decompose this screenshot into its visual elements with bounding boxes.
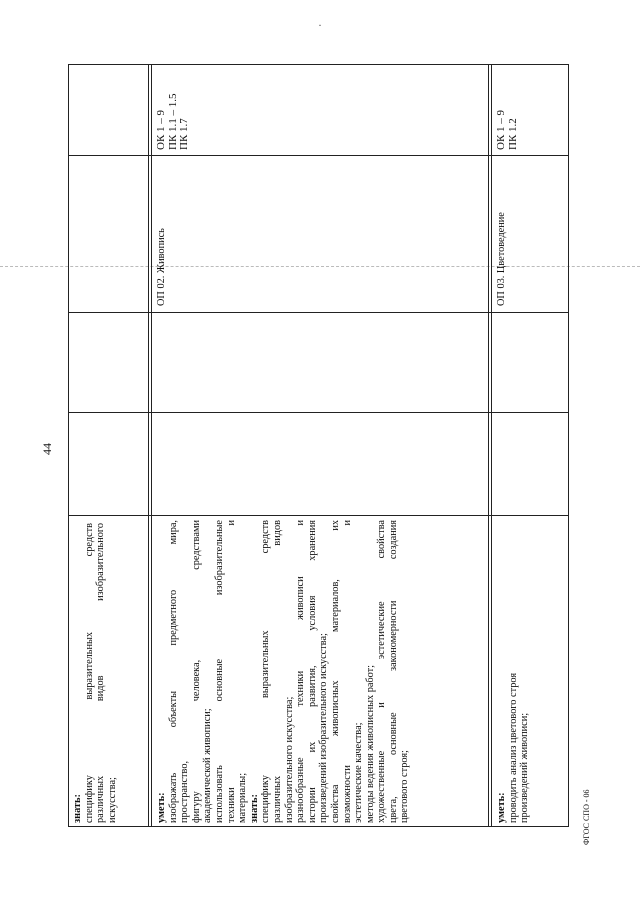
text-line: знать:: [72, 794, 83, 823]
row3-competencies: [496, 65, 519, 150]
text-line: знать:: [248, 794, 260, 823]
text-line: истории их развития, условия хранения: [306, 520, 318, 823]
text-line: разнообразные техники живописи и: [295, 520, 307, 823]
competency-item: ОК 1 – 9: [495, 109, 507, 150]
text-line: цвета, основные закономерности создания: [387, 520, 399, 823]
table-border-right: [568, 64, 569, 827]
text-line: произведений изобразительного искусства;: [318, 633, 330, 823]
text-line: искусства;: [106, 777, 118, 823]
text-line: фигуру человека, средствами: [190, 520, 202, 823]
row2-text: [156, 520, 411, 823]
text-line: техники и: [225, 520, 237, 823]
row1-text: [72, 523, 118, 823]
text-line: различных видов изобразительного: [95, 523, 107, 823]
text-line: произведений живописи;: [519, 712, 531, 823]
row3-discipline: ОП 03. Цветоведение: [496, 212, 507, 306]
table-divider-2: [68, 312, 569, 313]
table-border-bottom: [68, 826, 569, 827]
row2-competencies: [156, 65, 191, 150]
row-divider-1: [148, 64, 149, 827]
row2-discipline: ОП 02. Живопись: [156, 228, 167, 306]
row-divider-3: [488, 64, 489, 827]
text-line: возможности и: [341, 520, 353, 823]
text-line: художественные и эстетические свойства: [376, 520, 388, 823]
text-line: методы ведения живописных работ;: [364, 664, 376, 823]
footer-mark: ФГОС СПО - 06: [582, 789, 591, 845]
text-line: использовать основные изобразительные: [213, 520, 225, 823]
text-line: проводить анализ цветового строя: [507, 672, 519, 823]
row-divider-4: [491, 64, 492, 827]
text-line: уметь:: [496, 792, 507, 823]
text-line: цветового строя;: [399, 750, 411, 823]
competency-item: ПК 1.7: [178, 118, 190, 150]
page-number: 44: [40, 443, 54, 455]
row3-text: [496, 523, 531, 823]
text-line: материалы;: [237, 772, 249, 823]
text-line: изображать объекты предметного мира,: [167, 520, 179, 823]
text-line: изобразительного искусства;: [283, 696, 295, 823]
table-divider-4: [68, 515, 569, 516]
text-line: специфику выразительных средств: [260, 520, 272, 823]
table-border-left: [68, 64, 69, 827]
text-line: пространство,: [179, 760, 191, 823]
table-border-top: [68, 64, 569, 65]
tick-mark: ·: [318, 18, 322, 32]
text-line: уметь:: [156, 792, 167, 823]
text-line: специфику выразительных средств: [83, 523, 95, 823]
table-divider-3: [68, 412, 569, 413]
competency-item: ПК 1.1 – 1.5: [166, 93, 179, 150]
competency-item: ОК 1 – 9: [155, 109, 167, 150]
fold-line: [0, 266, 640, 267]
text-line: академической живописи;: [202, 708, 214, 823]
text-line: эстетические качества;: [353, 722, 365, 823]
text-line: различных видов: [271, 520, 283, 823]
row-divider-2: [151, 64, 152, 827]
competency-item: ПК 1.2: [506, 118, 519, 150]
table-divider-1: [68, 155, 569, 156]
text-line: свойства живописных материалов, их: [329, 520, 341, 823]
